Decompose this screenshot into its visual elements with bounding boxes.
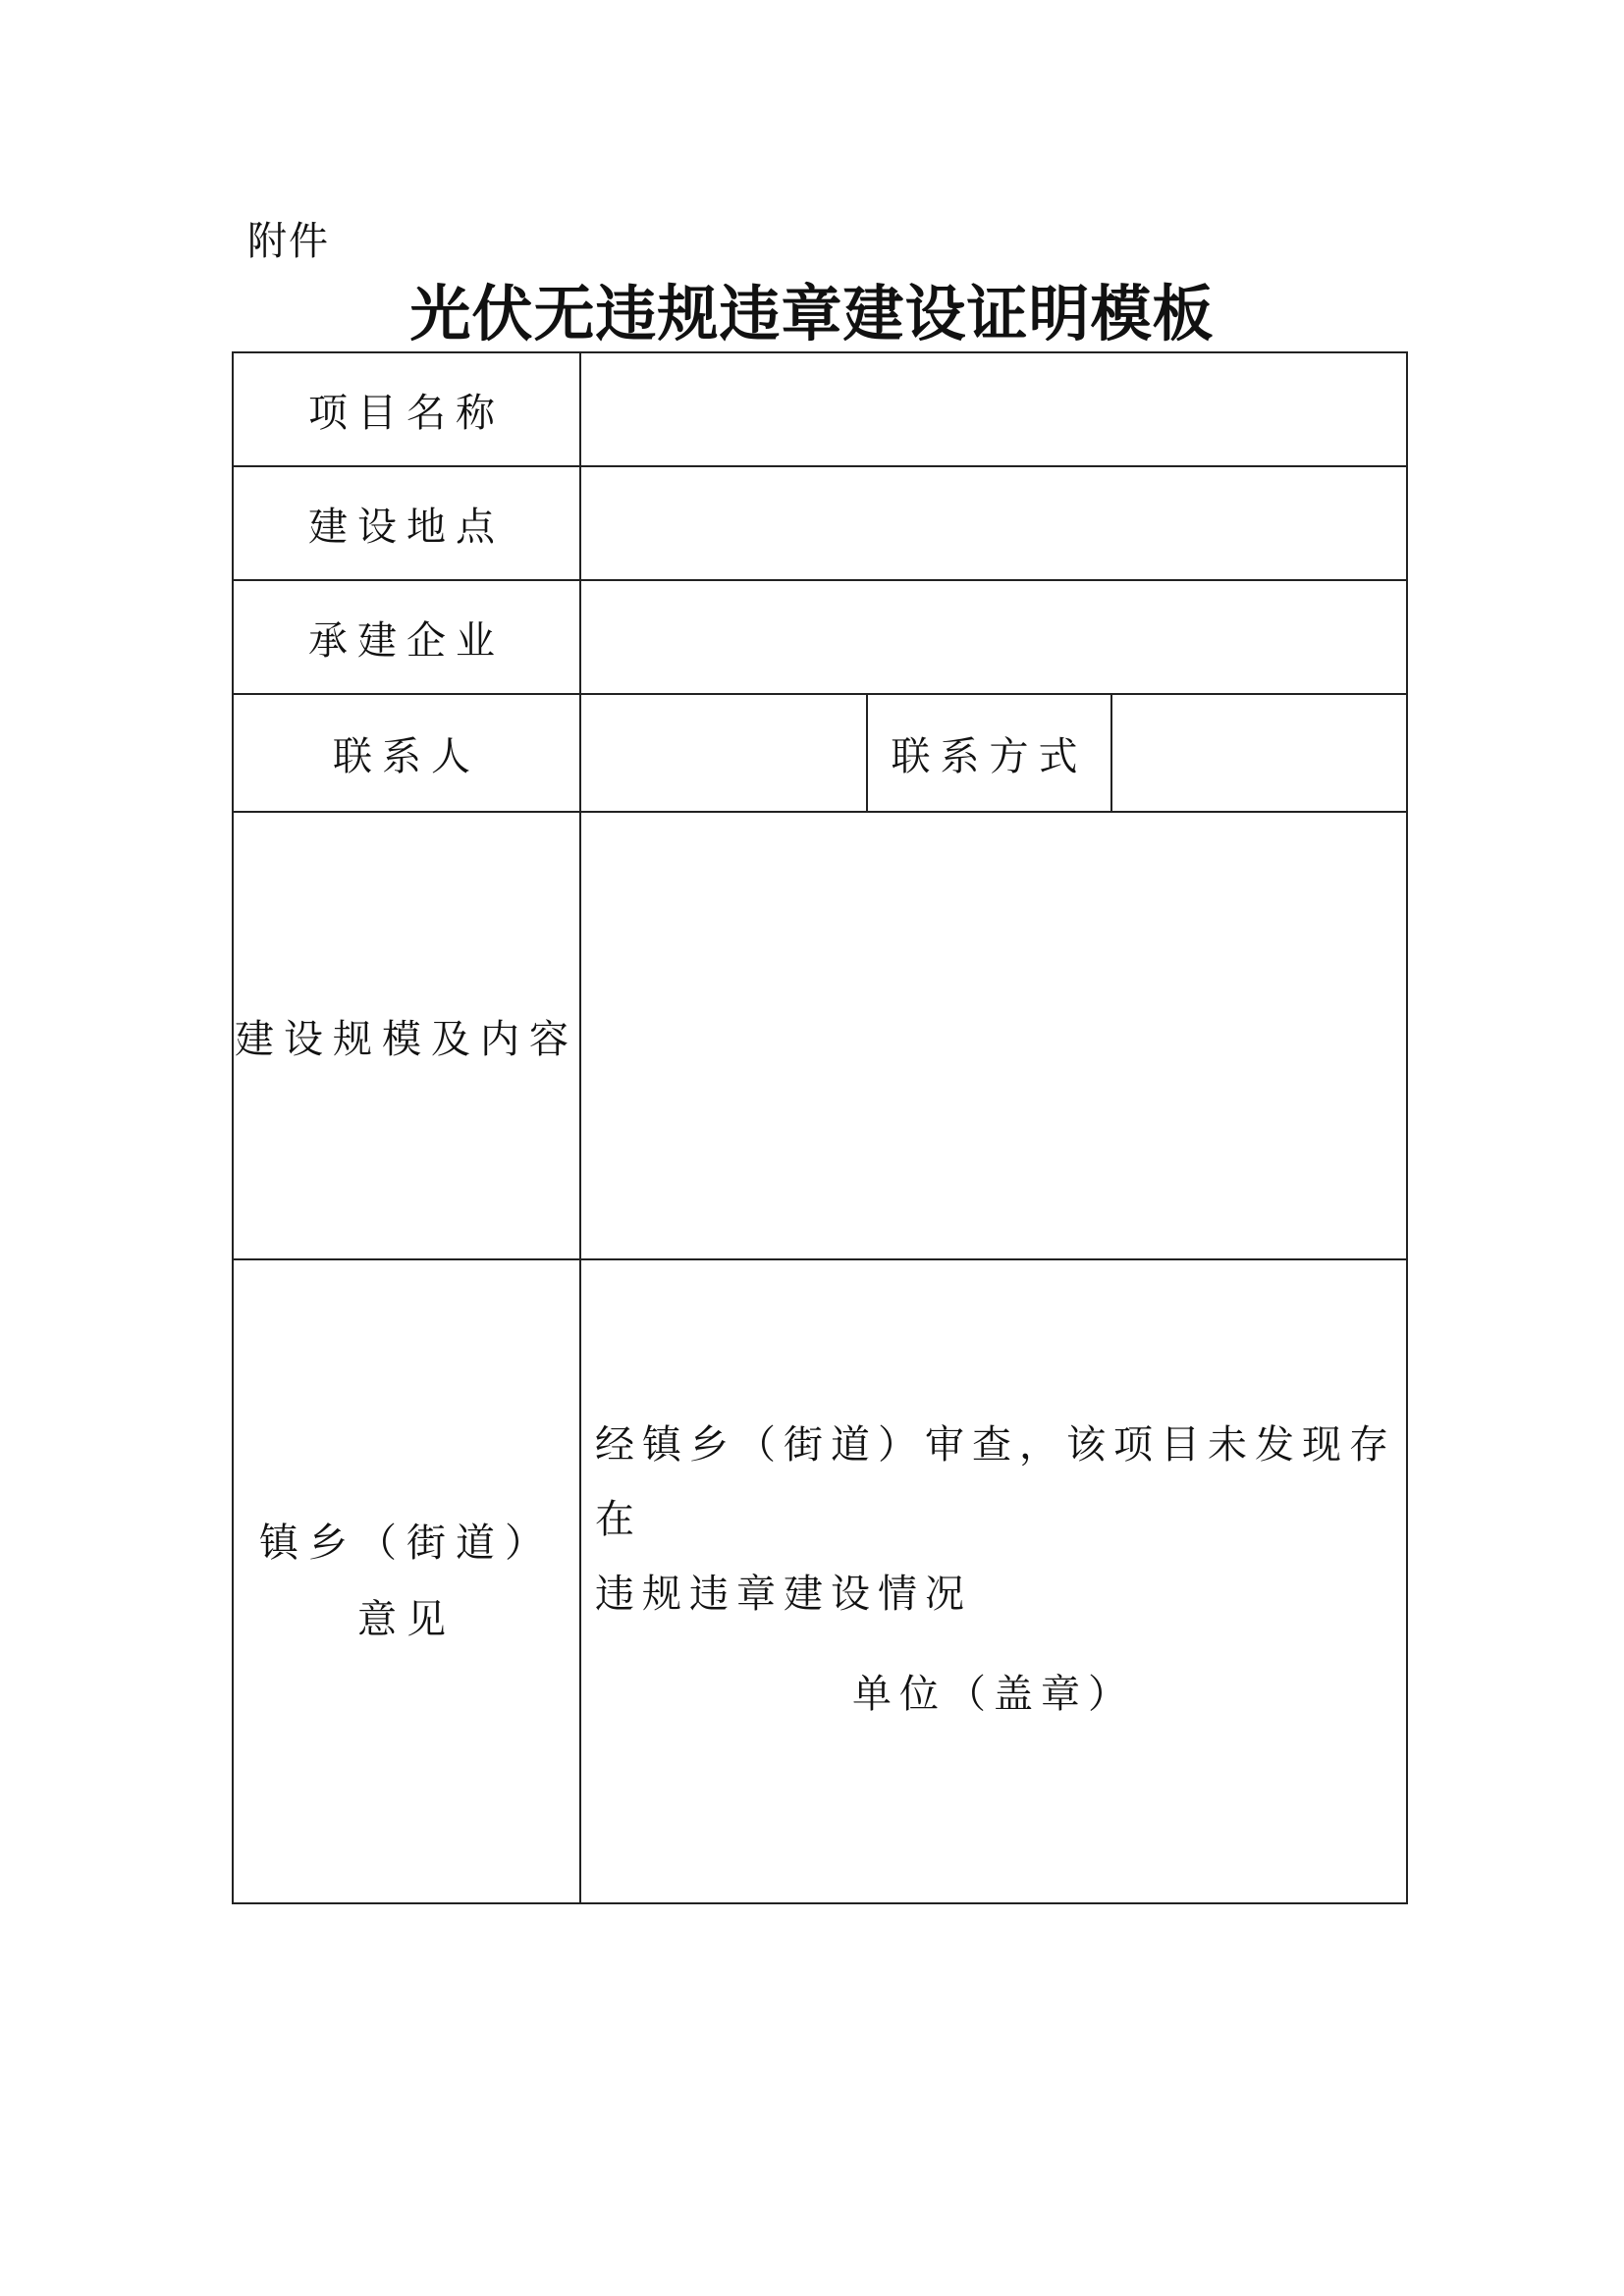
opinion-statement-line2: 违规违章建设情况 — [595, 1572, 972, 1617]
row-contractor — [233, 580, 1407, 694]
attachment-label: 附件 — [247, 219, 330, 264]
project-name-field[interactable] — [580, 352, 1407, 466]
opinion-statement-line1: 经镇乡（街道）审查，该项目未发现存在 — [595, 1422, 1396, 1542]
opinion-statement — [595, 1408, 1396, 1631]
row-scale-content — [233, 812, 1407, 1259]
scale-content-field[interactable] — [580, 812, 1407, 1259]
contact-person-field[interactable] — [580, 694, 867, 812]
contact-method-field[interactable] — [1111, 694, 1407, 812]
row-contact — [233, 694, 1407, 812]
contractor-field[interactable] — [580, 580, 1407, 694]
row-construction-site — [233, 466, 1407, 580]
document-title: 光伏无违规违章建设证明模板 — [409, 278, 1215, 349]
township-opinion-label — [233, 1259, 580, 1903]
contact-method-label: 联系方式 — [867, 694, 1111, 812]
construction-site-field[interactable] — [580, 466, 1407, 580]
scale-content-label: 建设规模及内容 — [233, 812, 580, 1259]
contact-person-label: 联系人 — [233, 694, 580, 812]
row-township-opinion — [233, 1259, 1407, 1903]
project-name-label: 项目名称 — [233, 352, 580, 466]
opinion-label-line2: 意见 — [357, 1597, 456, 1642]
township-opinion-field[interactable] — [580, 1259, 1407, 1903]
row-project-name — [233, 352, 1407, 466]
certificate-form-table — [232, 351, 1408, 1904]
construction-site-label: 建设地点 — [233, 466, 580, 580]
opinion-label-line1: 镇乡（街道） — [259, 1521, 554, 1566]
opinion-signature: 单位（盖章） — [852, 1672, 1136, 1717]
contractor-label: 承建企业 — [233, 580, 580, 694]
